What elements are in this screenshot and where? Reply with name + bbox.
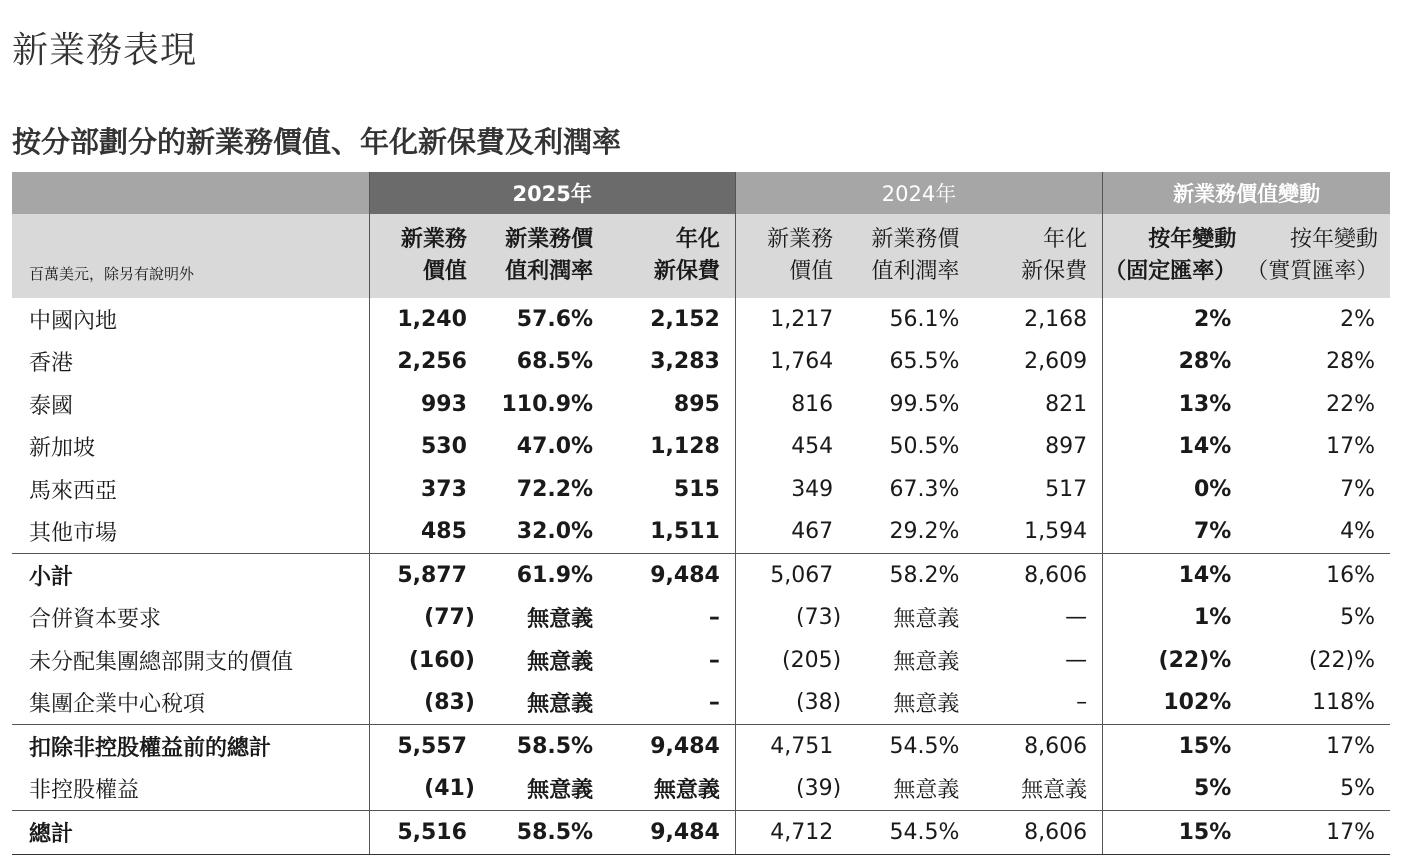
cell-change-constant: 7% (1193, 519, 1232, 545)
table-row (12, 511, 1390, 554)
row-label: 新加坡 (12, 426, 369, 469)
cell-margin-2024: 54.5% (848, 811, 974, 855)
cell-vonb-2024: (205) (782, 647, 842, 673)
cell-change-actual: 5% (1340, 776, 1375, 802)
cell-change-constant: 14% (1178, 434, 1232, 460)
table-row (12, 426, 1390, 469)
cell-margin-2024: 無意義 (893, 778, 960, 804)
cell-vonb-2025: 5,877 (369, 554, 482, 597)
cell-vonb-2025: 2,256 (397, 349, 467, 375)
cell-margin-2025: 68.5% (516, 349, 594, 375)
cell-vonb-2024: 1,764 (770, 349, 834, 375)
table-row (12, 298, 1390, 341)
cell-ape-2025: 1,511 (608, 511, 735, 554)
cell-ape-2025: 9,484 (608, 725, 735, 768)
cell-margin-2024: 無意義 (893, 692, 960, 718)
cell-margin-2024: 67.3% (889, 476, 960, 502)
cell-ape-2024: — (974, 639, 1102, 682)
cell-ape-2025: – (608, 639, 735, 682)
cell-vonb-2025: 993 (420, 391, 467, 417)
row-label: 集團企業中心稅項 (12, 682, 369, 725)
table-row (12, 341, 1390, 384)
col-header-ape-2024: 年化 新保費 (974, 214, 1102, 298)
group-header-blank (12, 172, 369, 214)
column-header-row (12, 214, 1390, 298)
col-header-change-actual: 按年變動 （實質匯率） (1246, 214, 1390, 298)
table-row (12, 811, 1390, 855)
cell-change-constant: 28% (1178, 349, 1232, 375)
row-label: 馬來西亞 (12, 468, 369, 511)
cell-vonb-2024: (39) (796, 776, 842, 802)
col-header-ape-2025: 年化 新保費 (608, 214, 735, 298)
cell-change-actual: 17% (1246, 811, 1390, 855)
cell-margin-2025: 47.0% (516, 434, 594, 460)
cell-vonb-2024: 467 (791, 519, 834, 545)
cell-vonb-2025: 485 (420, 519, 467, 545)
cell-change-actual: 28% (1326, 349, 1375, 375)
cell-change-constant: 13% (1178, 391, 1232, 417)
table-row (12, 554, 1390, 597)
page-title: 新業務表現 (12, 30, 198, 71)
cell-change-actual: 4% (1340, 519, 1375, 545)
cell-margin-2024: 無意義 (893, 649, 960, 675)
row-label: 中國內地 (12, 298, 369, 341)
row-label: 其他市場 (12, 511, 369, 554)
row-label: 未分配集團總部開支的價值 (12, 639, 369, 682)
table-row (12, 725, 1390, 768)
cell-vonb-2024: 349 (791, 476, 834, 502)
section-subtitle: 按分部劃分的新業務價值、年化新保費及利潤率 (12, 125, 622, 159)
cell-vonb-2025: 373 (420, 476, 467, 502)
cell-margin-2025: 72.2% (516, 476, 594, 502)
table-row (12, 682, 1390, 725)
col-header-margin-2024: 新業務價 值利潤率 (848, 214, 974, 298)
table-row (12, 768, 1390, 811)
cell-change-constant: 1% (1193, 605, 1232, 631)
cell-ape-2024: – (974, 682, 1102, 725)
cell-ape-2025: 3,283 (608, 341, 735, 384)
cell-ape-2025: 無意義 (608, 768, 735, 811)
cell-margin-2025: 無意義 (527, 778, 594, 804)
col-header-change-constant: 按年變動 （固定匯率） (1103, 214, 1247, 298)
row-label: 小計 (12, 554, 369, 597)
cell-change-actual: 118% (1312, 690, 1375, 716)
table-row (12, 468, 1390, 511)
cell-change-constant: 0% (1193, 476, 1232, 502)
cell-margin-2025: 58.5% (482, 811, 608, 855)
cell-ape-2024: 2,168 (974, 298, 1102, 341)
cell-ape-2025: 1,128 (608, 426, 735, 469)
cell-ape-2024: 8,606 (974, 554, 1102, 597)
table-row (12, 597, 1390, 640)
cell-change-actual: (22)% (1308, 647, 1375, 673)
cell-ape-2025: 895 (608, 383, 735, 426)
cell-ape-2025: 2,152 (608, 298, 735, 341)
cell-vonb-2024: 1,217 (770, 306, 834, 332)
cell-ape-2024: — (974, 597, 1102, 640)
unit-label: 百萬美元，除另有說明外 (12, 214, 369, 298)
cell-ape-2025: 9,484 (608, 811, 735, 855)
row-label: 扣除非控股權益前的總計 (12, 725, 369, 768)
cell-vonb-2025: (41) (424, 776, 475, 802)
col-header-vonb-2025: 新業務 價值 (369, 214, 482, 298)
cell-change-actual: 17% (1246, 725, 1390, 768)
cell-margin-2024: 99.5% (889, 391, 960, 417)
cell-margin-2025: 110.9% (501, 391, 594, 417)
cell-change-constant: (22)% (1158, 647, 1232, 673)
cell-ape-2024: 8,606 (974, 725, 1102, 768)
cell-vonb-2024: 816 (791, 391, 834, 417)
cell-margin-2025: 無意義 (527, 692, 594, 718)
cell-ape-2024: 517 (974, 468, 1102, 511)
cell-ape-2024: 1,594 (974, 511, 1102, 554)
cell-margin-2024: 54.5% (848, 725, 974, 768)
cell-margin-2024: 29.2% (889, 519, 960, 545)
cell-ape-2024: 897 (974, 426, 1102, 469)
cell-ape-2025: 515 (608, 468, 735, 511)
cell-vonb-2024: (73) (796, 605, 842, 631)
table-row (12, 639, 1390, 682)
cell-ape-2024: 2,609 (974, 341, 1102, 384)
cell-change-constant: 5% (1193, 776, 1232, 802)
cell-change-constant: 14% (1103, 554, 1247, 597)
cell-vonb-2025: (83) (424, 690, 475, 716)
cell-change-constant: 2% (1193, 306, 1232, 332)
cell-vonb-2024: 4,751 (735, 725, 848, 768)
cell-change-actual: 22% (1326, 391, 1375, 417)
col-header-margin-2025: 新業務價 值利潤率 (482, 214, 608, 298)
cell-ape-2024: 無意義 (974, 768, 1102, 811)
cell-change-actual: 5% (1340, 605, 1375, 631)
group-header-row (12, 172, 1390, 214)
cell-change-actual: 16% (1246, 554, 1390, 597)
cell-margin-2025: 61.9% (482, 554, 608, 597)
cell-change-actual: 7% (1340, 476, 1375, 502)
col-header-vonb-2024: 新業務 價值 (735, 214, 848, 298)
group-header-change: 新業務價值變動 (1103, 172, 1390, 214)
cell-vonb-2024: 5,067 (735, 554, 848, 597)
cell-change-constant: 102% (1163, 690, 1232, 716)
table-row (12, 383, 1390, 426)
cell-margin-2024: 56.1% (889, 306, 960, 332)
cell-vonb-2025: 1,240 (397, 306, 467, 332)
cell-ape-2024: 8,606 (974, 811, 1102, 855)
cell-margin-2024: 58.2% (848, 554, 974, 597)
new-business-table (12, 172, 1390, 855)
cell-change-constant: 15% (1103, 725, 1247, 768)
group-header-2024: 2024年 (735, 172, 1102, 214)
cell-margin-2024: 50.5% (889, 434, 960, 460)
cell-change-actual: 2% (1340, 306, 1375, 332)
row-label: 香港 (12, 341, 369, 384)
cell-margin-2024: 65.5% (889, 349, 960, 375)
cell-change-actual: 17% (1326, 434, 1375, 460)
cell-vonb-2025: (77) (424, 605, 475, 631)
cell-vonb-2025: (160) (408, 647, 475, 673)
cell-margin-2025: 57.6% (516, 306, 594, 332)
cell-margin-2025: 無意義 (527, 649, 594, 675)
cell-vonb-2025: 5,557 (369, 725, 482, 768)
cell-vonb-2025: 5,516 (369, 811, 482, 855)
cell-vonb-2024: (38) (796, 690, 842, 716)
cell-ape-2025: 9,484 (608, 554, 735, 597)
group-header-2025: 2025年 (369, 172, 735, 214)
row-label: 總計 (12, 811, 369, 855)
cell-ape-2025: – (608, 682, 735, 725)
cell-vonb-2024: 4,712 (735, 811, 848, 855)
cell-ape-2024: 821 (974, 383, 1102, 426)
cell-vonb-2024: 454 (791, 434, 834, 460)
cell-change-constant: 15% (1103, 811, 1247, 855)
cell-margin-2024: 無意義 (893, 607, 960, 633)
cell-ape-2025: – (608, 597, 735, 640)
cell-margin-2025: 58.5% (482, 725, 608, 768)
row-label: 合併資本要求 (12, 597, 369, 640)
cell-margin-2025: 32.0% (516, 519, 594, 545)
cell-margin-2025: 無意義 (527, 607, 594, 633)
row-label: 泰國 (12, 383, 369, 426)
cell-vonb-2025: 530 (420, 434, 467, 460)
row-label: 非控股權益 (12, 768, 369, 811)
